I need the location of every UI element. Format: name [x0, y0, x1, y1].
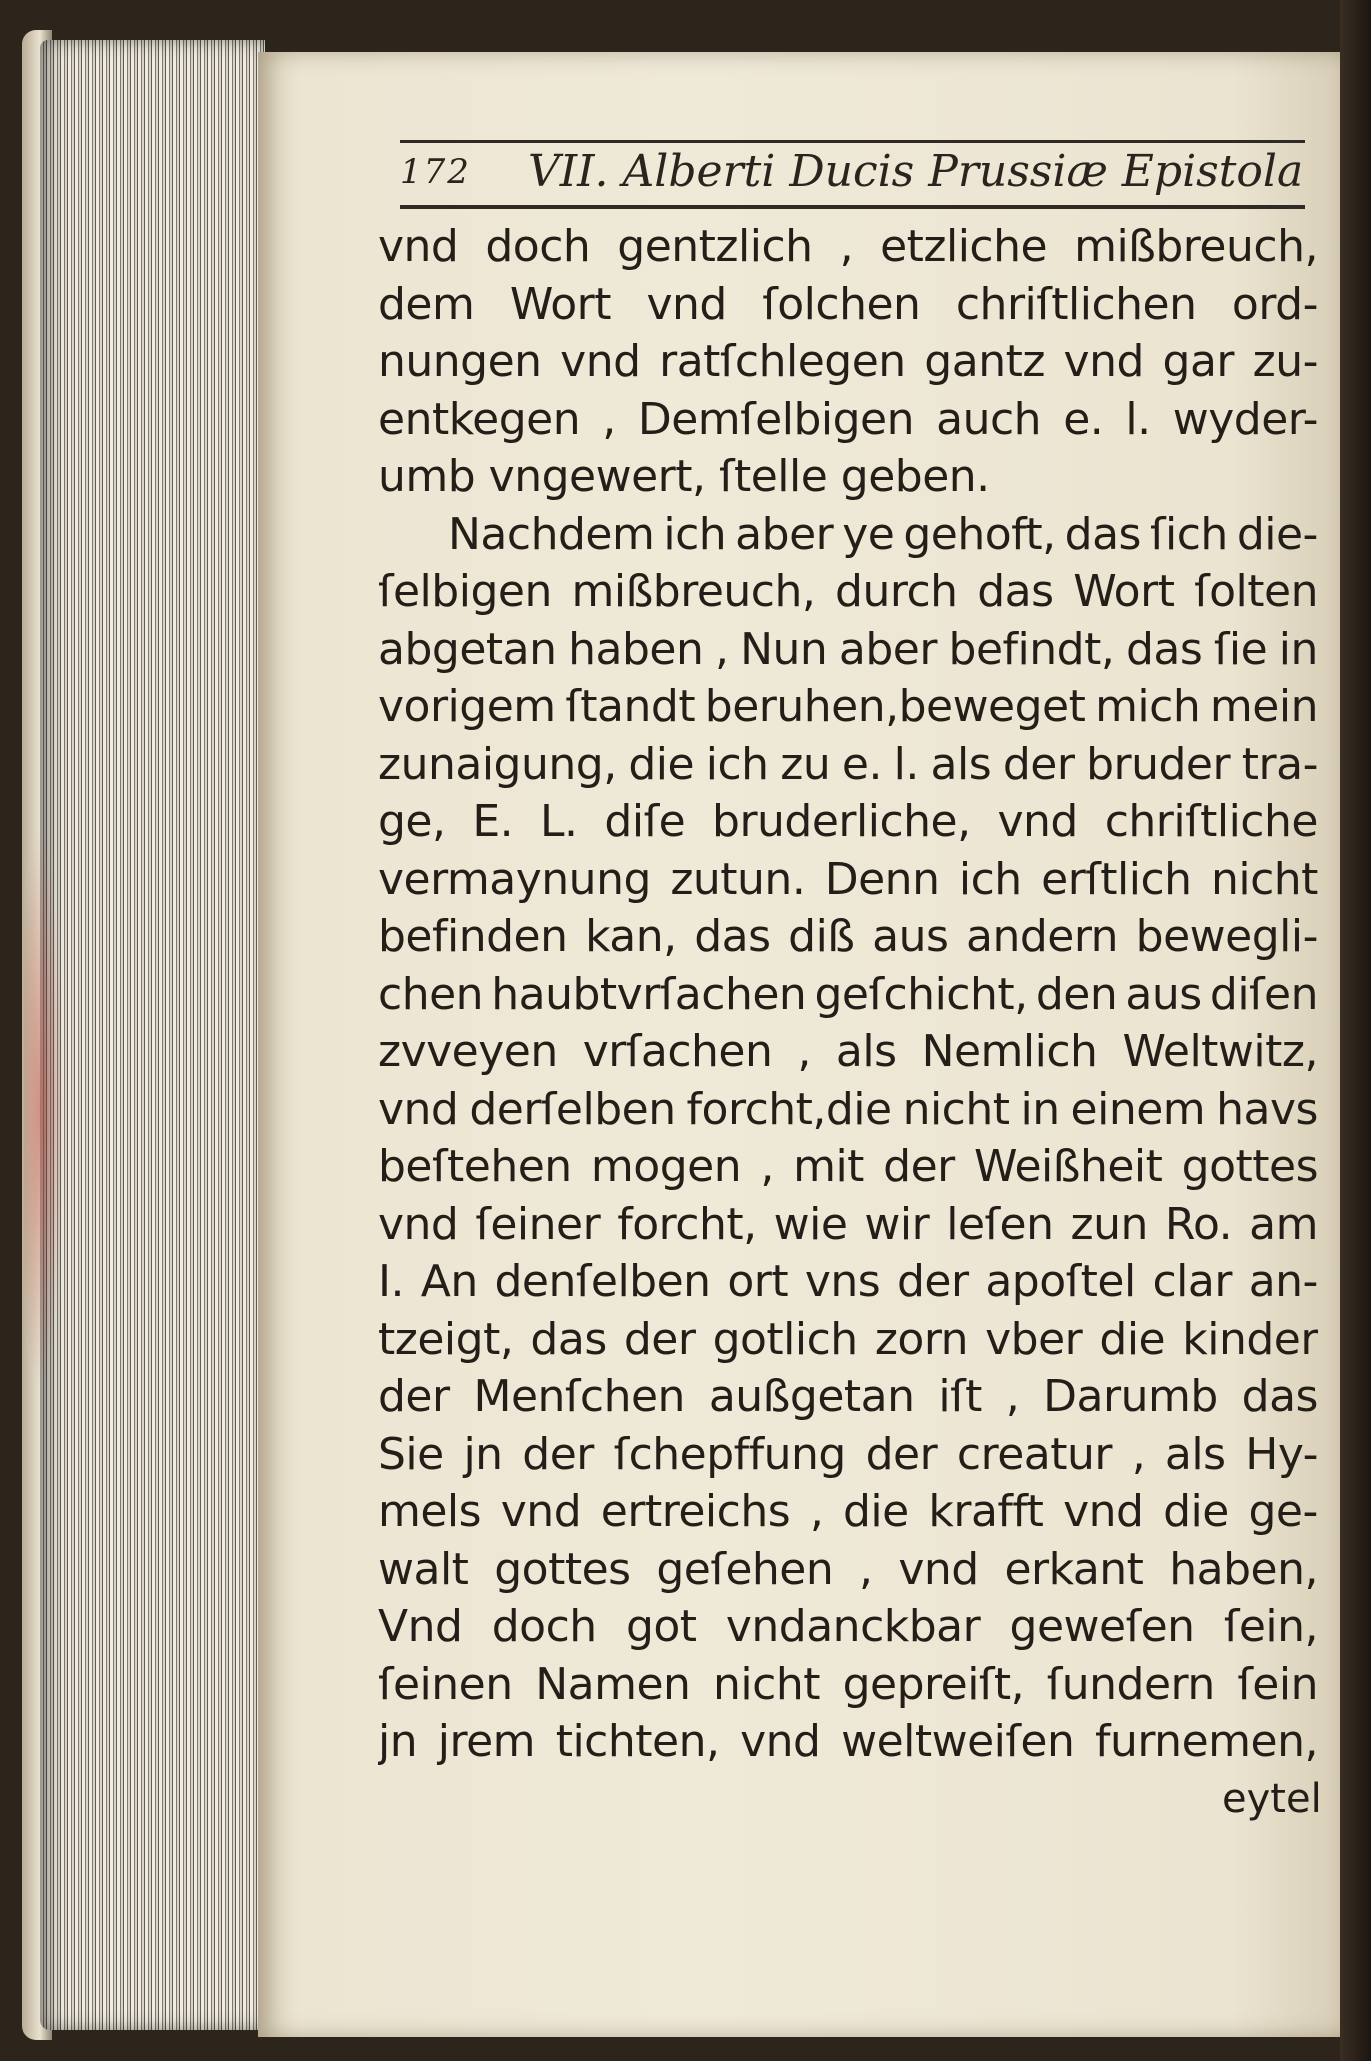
- gutter-shadow: [1340, 0, 1371, 2061]
- word: bruderliche,: [712, 796, 971, 847]
- word: I.: [378, 1256, 404, 1307]
- word: e.: [1063, 393, 1104, 445]
- body-text: [378, 218, 1318, 1771]
- word: Sie: [378, 1428, 444, 1480]
- word: beſtehen: [378, 1141, 572, 1192]
- word: ich: [958, 853, 1022, 905]
- word: wyder-: [1172, 393, 1318, 445]
- word: got: [625, 1601, 697, 1652]
- text-line: [378, 1023, 1318, 1081]
- word: tzeigt,: [378, 1313, 514, 1365]
- word: Wort: [1073, 566, 1175, 617]
- word: Weltwitz,: [1122, 1026, 1318, 1077]
- word: aus: [872, 911, 949, 962]
- running-title: VII. Alberti Ducis Prussiæ Epistola: [528, 146, 1304, 197]
- word: ſich: [1150, 508, 1228, 560]
- word: außgetan: [708, 1371, 915, 1422]
- word: gottes: [494, 1543, 631, 1595]
- word: zun: [1070, 1198, 1148, 1250]
- header-rule-bottom: [400, 205, 1305, 209]
- word: durch: [835, 566, 958, 617]
- word: zu: [780, 738, 831, 790]
- word: befinden: [378, 911, 568, 962]
- word: zvveyen: [378, 1026, 558, 1077]
- word: das: [977, 566, 1054, 617]
- text-line: [378, 1426, 1318, 1484]
- text-line: [378, 276, 1318, 334]
- word: entkegen: [378, 393, 581, 445]
- word: ich: [663, 508, 727, 560]
- word: E.: [472, 796, 514, 847]
- word: erkant: [1004, 1543, 1144, 1595]
- word: An: [420, 1256, 478, 1307]
- word: gepreiſt,: [842, 1658, 1025, 1710]
- word: vnd: [1063, 336, 1144, 387]
- word: ,: [1005, 1371, 1020, 1422]
- word: der: [883, 1141, 955, 1192]
- word: Darumb: [1043, 1371, 1218, 1422]
- word: ſolten: [1194, 566, 1318, 617]
- word: l.: [1125, 393, 1151, 445]
- text-line: [378, 1483, 1318, 1541]
- word: zutun.: [670, 853, 806, 905]
- word: ge-: [1248, 1486, 1318, 1537]
- word: ,: [809, 1486, 824, 1537]
- word: als: [930, 738, 992, 790]
- word: gentzlich: [617, 221, 813, 272]
- word: vrſachen: [582, 1026, 773, 1077]
- word: das: [1241, 1371, 1318, 1422]
- word: tichten,: [555, 1716, 720, 1767]
- word: mißbreuch,: [571, 566, 816, 617]
- word: furnemen,: [1094, 1716, 1318, 1767]
- word: ertreichs: [600, 1486, 791, 1537]
- word: geſehen: [656, 1543, 834, 1595]
- text-line: [378, 851, 1318, 909]
- word: vorigem: [378, 681, 556, 732]
- word: das: [1125, 623, 1203, 675]
- word: jn: [463, 1428, 503, 1480]
- word: die-: [1236, 508, 1318, 560]
- word: vnd: [378, 221, 459, 272]
- word: ſein,: [1223, 1601, 1318, 1652]
- word: bruder: [1086, 738, 1231, 790]
- word: vnd: [378, 1083, 459, 1135]
- word: diß: [788, 911, 855, 962]
- word: in: [1278, 623, 1318, 675]
- word: ſein: [1237, 1658, 1318, 1710]
- word: diſe: [604, 796, 686, 847]
- word: das: [694, 911, 771, 962]
- text-line: [378, 1368, 1318, 1426]
- word: zu-: [1252, 336, 1318, 387]
- text-line: [378, 563, 1318, 621]
- word: den: [1035, 968, 1118, 1020]
- word: ſeiner: [475, 1198, 601, 1250]
- word: ſie: [1213, 623, 1268, 675]
- word: der: [896, 1256, 969, 1307]
- text-line: [378, 1196, 1318, 1254]
- word: Menſchen: [473, 1371, 685, 1422]
- word: das: [530, 1313, 607, 1365]
- word: tra-: [1241, 738, 1318, 790]
- word: kinder: [1182, 1313, 1318, 1365]
- word: gar: [1162, 336, 1234, 387]
- word: bewegli-: [1135, 911, 1318, 962]
- word: creatur: [956, 1428, 1112, 1480]
- word: aber: [838, 623, 937, 675]
- text-line: [378, 1138, 1318, 1196]
- word: ſolchen: [762, 278, 921, 330]
- word: vnd: [1063, 1486, 1144, 1537]
- word: ſtandt: [565, 681, 696, 732]
- word: die: [842, 1486, 909, 1537]
- word: ,: [760, 1141, 774, 1192]
- word: Nachdem: [448, 508, 655, 560]
- word: doch: [485, 221, 591, 272]
- word: ort: [727, 1256, 789, 1307]
- word: gantz: [924, 336, 1045, 387]
- page-number: 172: [400, 152, 471, 192]
- word: vnd: [997, 796, 1078, 847]
- word: der: [522, 1428, 594, 1480]
- word: dem: [378, 278, 475, 330]
- word: diſen: [1209, 968, 1318, 1020]
- word: der: [378, 1371, 450, 1422]
- word: wie: [773, 1198, 848, 1250]
- word: haben: [568, 623, 704, 675]
- word: vnd: [898, 1543, 979, 1595]
- word: andern: [966, 911, 1119, 962]
- word: nicht: [1210, 853, 1318, 905]
- word: Ro.: [1164, 1198, 1233, 1250]
- word: ich: [705, 738, 769, 790]
- word: vns: [804, 1256, 881, 1307]
- word: die: [628, 738, 695, 790]
- text-line: [378, 621, 1318, 679]
- text-line: [378, 793, 1318, 851]
- word: jn: [378, 1716, 418, 1767]
- word: denſelben: [494, 1256, 711, 1307]
- word: einem: [1070, 1083, 1206, 1135]
- word: chen: [378, 968, 484, 1020]
- word: mels: [378, 1486, 482, 1537]
- word: kan,: [585, 911, 677, 962]
- word: vber: [985, 1313, 1083, 1365]
- word: vnd: [560, 336, 641, 387]
- text-line: [378, 1253, 1318, 1311]
- word: gehoft,: [903, 508, 1056, 560]
- word: nicht: [902, 1083, 1010, 1135]
- word: ratſchlegen: [659, 336, 906, 387]
- word: Wort: [509, 278, 612, 330]
- stain-mark: [24, 830, 64, 1390]
- word: Hy-: [1245, 1428, 1318, 1480]
- word: vnd: [500, 1486, 582, 1537]
- word: clar: [1152, 1256, 1232, 1307]
- word: doch: [491, 1601, 597, 1652]
- text-line: [378, 1081, 1318, 1139]
- word: mißbreuch,: [1074, 221, 1318, 272]
- word: in: [1020, 1083, 1060, 1135]
- word: haben,: [1169, 1543, 1318, 1595]
- word: die: [1163, 1486, 1229, 1537]
- word: an-: [1248, 1256, 1318, 1307]
- word: krafft: [928, 1486, 1044, 1537]
- word: jrem: [437, 1716, 536, 1767]
- word: apoſtel: [985, 1256, 1136, 1307]
- word: ſundern: [1046, 1658, 1215, 1710]
- word: forcht,die: [686, 1083, 892, 1135]
- word: vermaynung: [378, 853, 651, 905]
- word: erſtlich: [1041, 853, 1192, 905]
- text-line: [378, 966, 1318, 1024]
- word: als: [835, 1026, 897, 1077]
- word: als: [1164, 1428, 1226, 1480]
- word: chriſtlichen: [955, 278, 1197, 330]
- word: gotlich: [712, 1313, 858, 1365]
- word: aber: [735, 508, 834, 560]
- word: beruhen,beweget: [704, 681, 1086, 732]
- word: wir: [864, 1198, 930, 1250]
- word: der: [1002, 738, 1075, 790]
- word: die: [1099, 1313, 1166, 1365]
- text-line: [378, 678, 1318, 736]
- text-line: [378, 1598, 1318, 1656]
- word: ye: [842, 508, 895, 560]
- word: der: [865, 1428, 938, 1480]
- word: mogen: [590, 1141, 742, 1192]
- word: der: [623, 1313, 696, 1365]
- word: befindt,: [948, 623, 1115, 675]
- text-line: [378, 218, 1318, 276]
- text-line: [378, 391, 1318, 449]
- word: haubtvrſachen: [491, 968, 807, 1020]
- word: zunaigung,: [378, 738, 617, 790]
- word: ord-: [1231, 278, 1318, 330]
- word: vnd: [740, 1716, 821, 1767]
- word: das: [1064, 508, 1141, 560]
- word: ſeinen: [378, 1658, 513, 1710]
- word: nungen: [378, 336, 542, 387]
- word: Weißheit: [974, 1141, 1163, 1192]
- word: forcht,: [617, 1198, 757, 1250]
- word: chriſtliche: [1104, 796, 1318, 847]
- word: Vnd: [378, 1601, 463, 1652]
- word: Nemlich: [921, 1026, 1098, 1077]
- word: Demſelbigen: [637, 393, 914, 445]
- word: am: [1249, 1198, 1318, 1250]
- word: nicht: [713, 1658, 820, 1710]
- word: ,: [797, 1026, 811, 1077]
- word: ſelbigen: [378, 566, 552, 617]
- word: havs: [1216, 1083, 1318, 1135]
- word: ,: [602, 393, 616, 445]
- text-line: [378, 333, 1318, 391]
- word: ,: [714, 623, 729, 675]
- word: vnd: [646, 278, 727, 330]
- word: walt: [378, 1543, 469, 1595]
- word: ge,: [378, 796, 446, 847]
- word: Nun: [740, 623, 828, 675]
- text-line: [378, 1656, 1318, 1714]
- word: Denn: [824, 853, 940, 905]
- word: vndanckbar: [725, 1601, 981, 1652]
- word: ,: [1131, 1428, 1146, 1480]
- text-line: [378, 1713, 1318, 1771]
- word: ſchepffung: [613, 1428, 846, 1480]
- word: leſen: [946, 1198, 1054, 1250]
- word: Namen: [535, 1658, 691, 1710]
- page-stack-edge: [40, 40, 265, 2030]
- word: auch: [936, 393, 1042, 445]
- word: l.: [893, 738, 919, 790]
- word: geſchicht,: [814, 968, 1028, 1020]
- text-line: [378, 908, 1318, 966]
- word: zorn: [874, 1313, 969, 1365]
- word: weltweiſen: [841, 1716, 1075, 1767]
- word: mich: [1095, 681, 1201, 732]
- running-header: [400, 138, 1305, 200]
- word: ,: [859, 1543, 873, 1595]
- word: derſelben: [469, 1083, 676, 1135]
- text-line: [378, 736, 1318, 794]
- catchword: eytel: [1222, 1776, 1322, 1822]
- word: e.: [841, 738, 882, 790]
- word: abgetan: [378, 623, 557, 675]
- paragraph-start-line: [378, 506, 1318, 564]
- word: etzliche: [880, 221, 1048, 272]
- word: L.: [540, 796, 578, 847]
- word: geweſen: [1009, 1601, 1195, 1652]
- word: vnd: [378, 1198, 459, 1250]
- text-line: umb vngewert, ſtelle geben.: [378, 451, 990, 502]
- word: gottes: [1181, 1141, 1318, 1192]
- word: mein: [1209, 681, 1318, 732]
- text-line: [378, 1311, 1318, 1369]
- word: aus: [1125, 968, 1202, 1020]
- word: iſt: [938, 1371, 982, 1422]
- word: mit: [793, 1141, 864, 1192]
- word: ,: [839, 221, 854, 272]
- text-line: [378, 1541, 1318, 1599]
